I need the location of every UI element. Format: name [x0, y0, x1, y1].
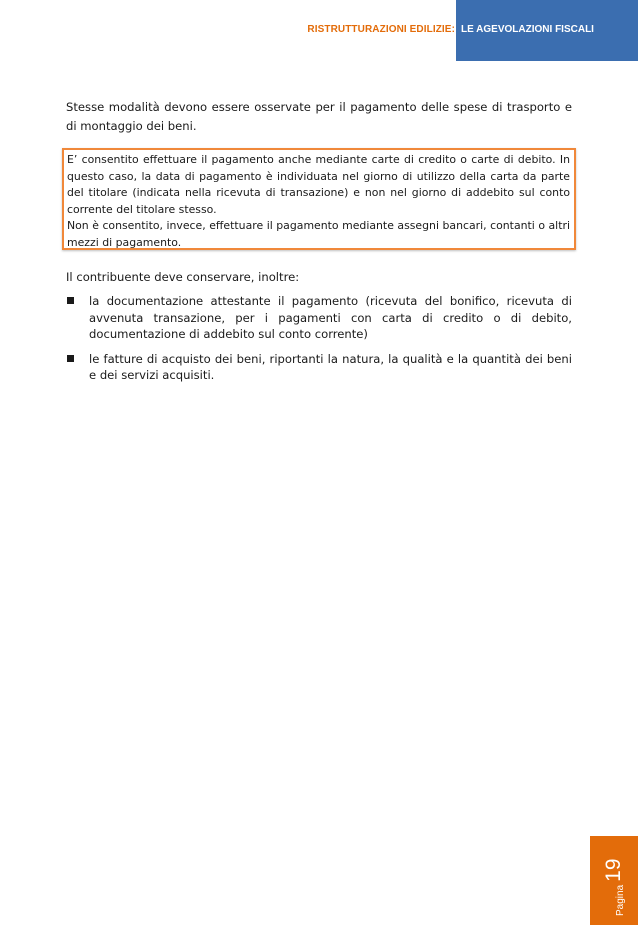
square-bullet-icon [67, 355, 74, 362]
page-number-tab [590, 836, 638, 925]
list-item [66, 351, 572, 384]
page-label: Pagina [615, 884, 626, 916]
header-title: LE AGEVOLAZIONI FISCALI [461, 24, 594, 35]
list-item-text: le fatture di acquisto dei beni, riportanti la natura, la qualità e la quantità dei beni e dei servizi acquisiti. [89, 351, 572, 383]
list-item [66, 293, 572, 343]
header-title-box [456, 0, 638, 61]
page-label-group [602, 859, 626, 917]
intro-paragraph: Stesse modalità devono essere osservate per il pagamento delle spese di trasporto e di montaggio dei beni. [66, 100, 572, 133]
page-number: 19 [602, 858, 625, 882]
callout-paragraph-cards: E’ consentito effettuare il pagamento anche mediante carte di credito o carte di debito. In questo caso, la data di pagamento è individuata nel giorno di utilizzo della carta da parte del titolare (indicata nella ricevuta di transazione) e non nel giorno di addebito sul conto corrente del titolare stesso. [67, 153, 570, 216]
header-section-label: RISTRUTTURAZIONI EDILIZIE: [307, 24, 455, 35]
documents-list [66, 293, 572, 392]
payment-callout-box [62, 148, 576, 250]
list-intro: Il contribuente deve conservare, inoltre: [66, 270, 300, 284]
callout-paragraph-not-allowed: Non è consentito, invece, effettuare il pagamento mediante assegni bancari, contanti o altri mezzi di pagamento. [67, 219, 570, 249]
square-bullet-icon [67, 297, 74, 304]
list-item-text: la documentazione attestante il pagamento (ricevuta del bonifico, ricevuta di avvenuta transazione, per i pagamenti con carta di credito o di debito, documentazione di addebito sul conto corrente) [89, 294, 572, 342]
